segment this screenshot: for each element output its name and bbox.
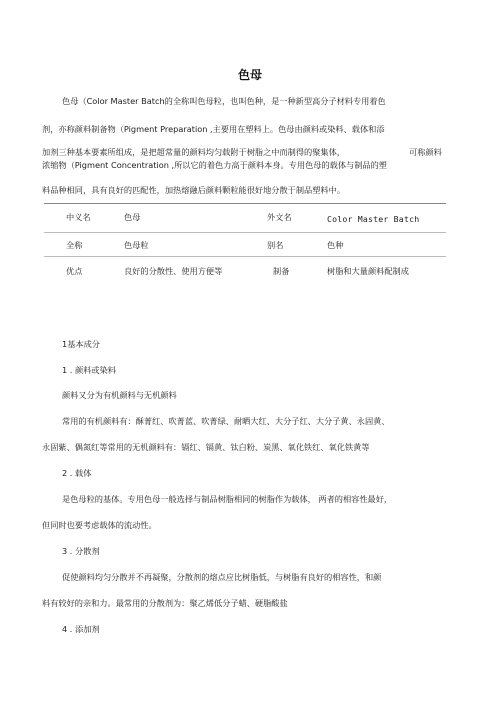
table-cell-label: 制备 — [273, 266, 290, 276]
table-cell-value: 色母 — [124, 212, 141, 222]
paragraph-line: 料有较好的亲和力。最常用的分散剂为：聚乙烯低分子蜡、硬脂酸盐 — [42, 598, 288, 608]
table-cell-label: 外文名 — [267, 212, 292, 222]
table-cell-value: Color Master Batch — [327, 214, 420, 224]
table-cell-label: 优点 — [66, 266, 83, 276]
intro-line-4: 浓缩物（Pigment Concentration ,所以它的着色力高于颜料本身。专用色母的载体与制品的塑 — [42, 160, 387, 170]
table-cell-label: 全称 — [66, 240, 83, 250]
table-rule — [44, 232, 446, 233]
table-rule — [44, 256, 446, 257]
paragraph-line: 常用的有机颜料有：酥菁红、吹菁蓝、吹菁绿、耐晒大红、大分子红、大分子黄、永固黄、 — [62, 416, 390, 426]
table-cell-value: 色母粒 — [124, 240, 149, 250]
paragraph-line: 永固紫、偶氮红等常用的无机颜料有：镉红、镉黄、钛白粉、炭黑、氧化铁红、氧化铁黄等 — [42, 442, 370, 452]
table-rule-top — [44, 203, 446, 204]
intro-line-1: 色母（Color Master Batch的全称叫色母粒，也叫色种，是一种新型高分子材料专用着色 — [62, 96, 386, 106]
section-heading: 1基本成分 — [62, 339, 100, 349]
sub-heading: 1 . 颜料或染料 — [62, 365, 116, 375]
sub-heading: 2 . 载体 — [62, 468, 92, 478]
table-cell-value: 树脂和大量颜料配制成 — [327, 266, 409, 276]
intro-line-5: 料品种相同，具有良好的匹配性，加热熔融后颜料颗粒能很好地分散于制品塑料中。 — [42, 185, 345, 195]
table-cell-value: 色种 — [327, 240, 344, 250]
sub-heading: 3 . 分散剂 — [62, 546, 100, 556]
table-cell-label: 中义名 — [66, 212, 91, 222]
intro-line-3b: 可称颜料 — [409, 147, 442, 157]
paragraph-line: 是色母粒的基体。专用色母一般选择与制品树脂相同的树脂作为载体， 两者的相容性最好， — [62, 494, 393, 504]
paragraph-line: 促使颜料均匀分散并不再凝聚，分散剂的熔点应比树脂低，与树脂有良好的相容性，和颜 — [62, 572, 382, 582]
paragraph-line: 颜料又分为有机颜料与无机颜料 — [62, 390, 177, 400]
sub-heading: 4 . 添加剂 — [62, 624, 100, 634]
table-cell-value: 良好的分散性、使用方便等 — [124, 266, 223, 276]
page-title: 色母 — [237, 68, 262, 82]
paragraph-line: 但同时也要考虑载体的流动性。 — [42, 520, 157, 530]
table-cell-label: 别名 — [267, 240, 284, 250]
intro-line-3a: 加剂三种基本要素所组成，是把超常量的颜料均匀载附于树脂之中而制得的聚集体， — [42, 147, 345, 157]
intro-line-2: 剂，亦称颜料制备物（Pigment Preparation ,主要用在塑料上。色母由颜料或染料、载体和添 — [42, 124, 385, 134]
